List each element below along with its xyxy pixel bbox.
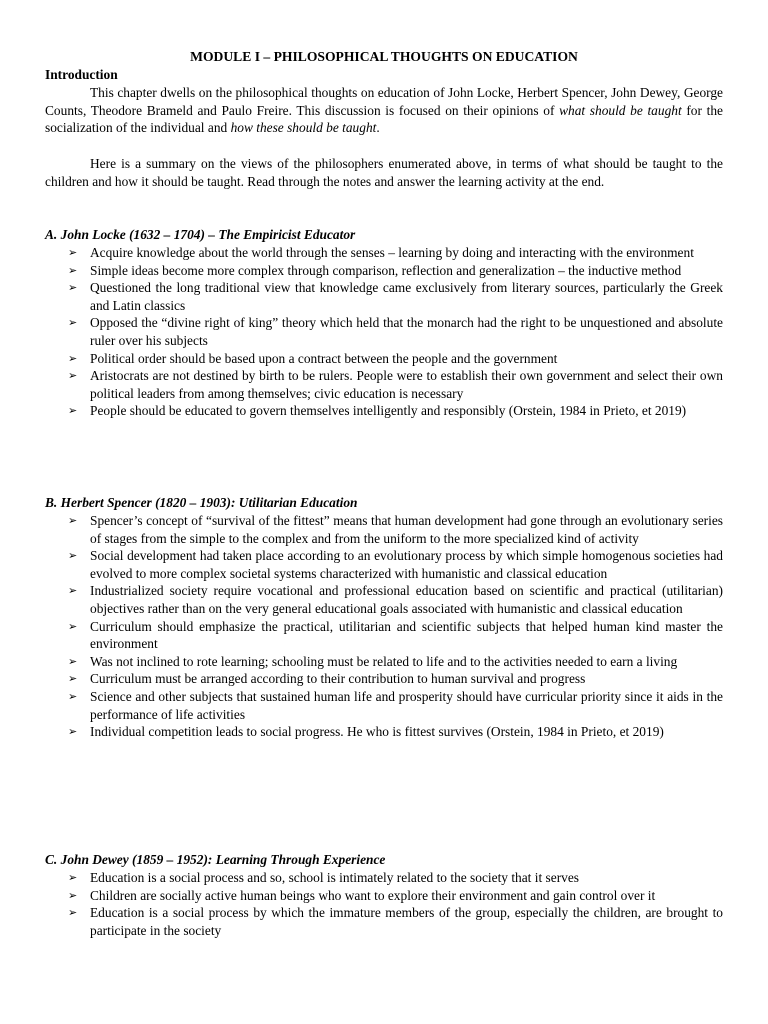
arrow-bullet-icon: ➢ bbox=[68, 906, 78, 920]
arrow-bullet-icon: ➢ bbox=[68, 263, 78, 277]
bullet-item bbox=[68, 367, 723, 402]
arrow-bullet-icon: ➢ bbox=[68, 871, 78, 884]
bullet-item bbox=[68, 512, 723, 547]
arrow-bullet-icon: ➢ bbox=[68, 549, 78, 563]
bullet-text: Education is a social process and so, school is intimately related to the society that it serves bbox=[90, 870, 580, 885]
arrow-bullet-icon: ➢ bbox=[68, 725, 78, 739]
intro-paragraph-1 bbox=[45, 84, 723, 137]
intro-text-c: . bbox=[376, 120, 380, 136]
bullet-item bbox=[68, 402, 723, 420]
bullet-text: Simple ideas become more complex through comparison, reflection and generalization – the inductive method bbox=[90, 262, 682, 278]
bullet-text: Science and other subjects that sustained human life and prosperity should have curricular priority since it aids in the performance of life activities bbox=[90, 688, 723, 722]
intro-emphasis-b: how these should be taught bbox=[230, 120, 377, 136]
arrow-bullet-icon: ➢ bbox=[68, 369, 78, 383]
bullet-item bbox=[68, 262, 723, 280]
bullet-item bbox=[68, 653, 723, 671]
bullet-item bbox=[68, 244, 723, 262]
arrow-bullet-icon: ➢ bbox=[68, 619, 78, 633]
bullet-text: Was not inclined to rote learning; schooling must be related to life and to the activities needed to earn a living bbox=[90, 653, 678, 669]
arrow-bullet-icon: ➢ bbox=[68, 246, 78, 259]
bullet-item bbox=[68, 279, 723, 314]
arrow-bullet-icon: ➢ bbox=[68, 584, 78, 598]
arrow-bullet-icon: ➢ bbox=[68, 888, 78, 902]
bullet-text: Education is a social process by which the immature members of the group, especially the children, are brought to participate in the society bbox=[90, 905, 723, 938]
section-heading-spencer: B. Herbert Spencer (1820 – 1903): Utilitarian Education bbox=[45, 495, 358, 510]
bullet-text: Political order should be based upon a contract between the people and the government bbox=[90, 350, 558, 366]
introduction-heading: Introduction bbox=[45, 67, 118, 82]
bullet-text: Children are socially active human beings who want to explore their environment and gain control over it bbox=[90, 887, 656, 903]
section-heading-locke: A. John Locke (1632 – 1704) – The Empiricist Educator bbox=[45, 227, 356, 242]
intro-paragraph-2: Here is a summary on the views of the philosophers enumerated above, in terms of what should be taught to the children and how it should be taught. Read through the notes and answer the learning activity at the end. bbox=[45, 156, 723, 189]
bullet-text: Acquire knowledge about the world through the senses – learning by doing and interacting with the environment bbox=[90, 245, 694, 260]
section-heading-dewey: C. John Dewey (1859 – 1952): Learning Through Experience bbox=[45, 852, 386, 867]
module-title: MODULE I – PHILOSOPHICAL THOUGHTS ON EDUCATION bbox=[190, 49, 578, 64]
intro-emphasis-a: what should be taught bbox=[559, 102, 682, 118]
bullet-text: Industrialized society require vocational and professional education based on scientific and practical (utilitarian) objectives rather than on the very general educational goals associated with humanistic and classical education bbox=[90, 583, 723, 616]
bullet-list-dewey bbox=[68, 869, 723, 939]
arrow-bullet-icon: ➢ bbox=[68, 404, 78, 418]
bullet-item bbox=[68, 618, 723, 653]
bullet-item bbox=[68, 869, 723, 887]
bullet-text: Curriculum should emphasize the practical, utilitarian and scientific subjects that helped human kind master the environment bbox=[90, 618, 723, 652]
arrow-bullet-icon: ➢ bbox=[68, 654, 78, 668]
bullet-text: Aristocrats are not destined by birth to be rulers. People were to establish their own government and select their own political leaders from among themselves; civic education is necessary bbox=[90, 368, 723, 401]
bullet-item bbox=[68, 904, 723, 939]
arrow-bullet-icon: ➢ bbox=[68, 316, 78, 330]
bullet-list-locke bbox=[68, 244, 723, 420]
bullet-text: Social development had taken place according to an evolutionary process by which simple homogenous societies had evolved to more complex societal systems characterized with humanistic and classical education bbox=[90, 548, 723, 581]
bullet-item bbox=[68, 350, 723, 368]
arrow-bullet-icon: ➢ bbox=[68, 281, 78, 295]
intro-text-b: for the socialization of the individual and bbox=[45, 102, 723, 136]
bullet-item bbox=[68, 547, 723, 582]
bullet-item bbox=[68, 723, 723, 741]
bullet-text: Spencer’s concept of “survival of the fittest” means that human development had gone through an evolutionary series of stages from the simple to the complex and from the uniform to the more specialized kind of activity bbox=[90, 513, 723, 546]
arrow-bullet-icon: ➢ bbox=[68, 689, 78, 703]
bullet-text: Questioned the long traditional view that knowledge came exclusively from literary sources, particularly the Greek and Latin classics bbox=[90, 280, 723, 313]
intro-text-a: This chapter dwells on the philosophical thoughts on education of John Locke, Herbert Spencer, John Dewey, George Counts, Theodore Brameld and Paulo Freire. This discussion is focused on their opinions of bbox=[45, 85, 723, 118]
bullet-list-spencer bbox=[68, 512, 723, 741]
arrow-bullet-icon: ➢ bbox=[68, 514, 78, 527]
arrow-bullet-icon: ➢ bbox=[68, 672, 78, 686]
bullet-text: People should be educated to govern themselves intelligently and responsibly (Orstein, 1984 in Prieto, et 2019) bbox=[90, 403, 687, 419]
bullet-item bbox=[68, 670, 723, 688]
bullet-text: Individual competition leads to social progress. He who is fittest survives (Orstein, 1984 in Prieto, et 2019) bbox=[90, 724, 664, 740]
bullet-item bbox=[68, 887, 723, 905]
bullet-item bbox=[68, 582, 723, 617]
bullet-text: Opposed the “divine right of king” theory which held that the monarch had the right to be unquestioned and absolute ruler over his subjects bbox=[90, 315, 723, 348]
bullet-item bbox=[68, 314, 723, 349]
arrow-bullet-icon: ➢ bbox=[68, 351, 78, 365]
bullet-item bbox=[68, 688, 723, 723]
bullet-text: Curriculum must be arranged according to their contribution to human survival and progress bbox=[90, 671, 586, 687]
